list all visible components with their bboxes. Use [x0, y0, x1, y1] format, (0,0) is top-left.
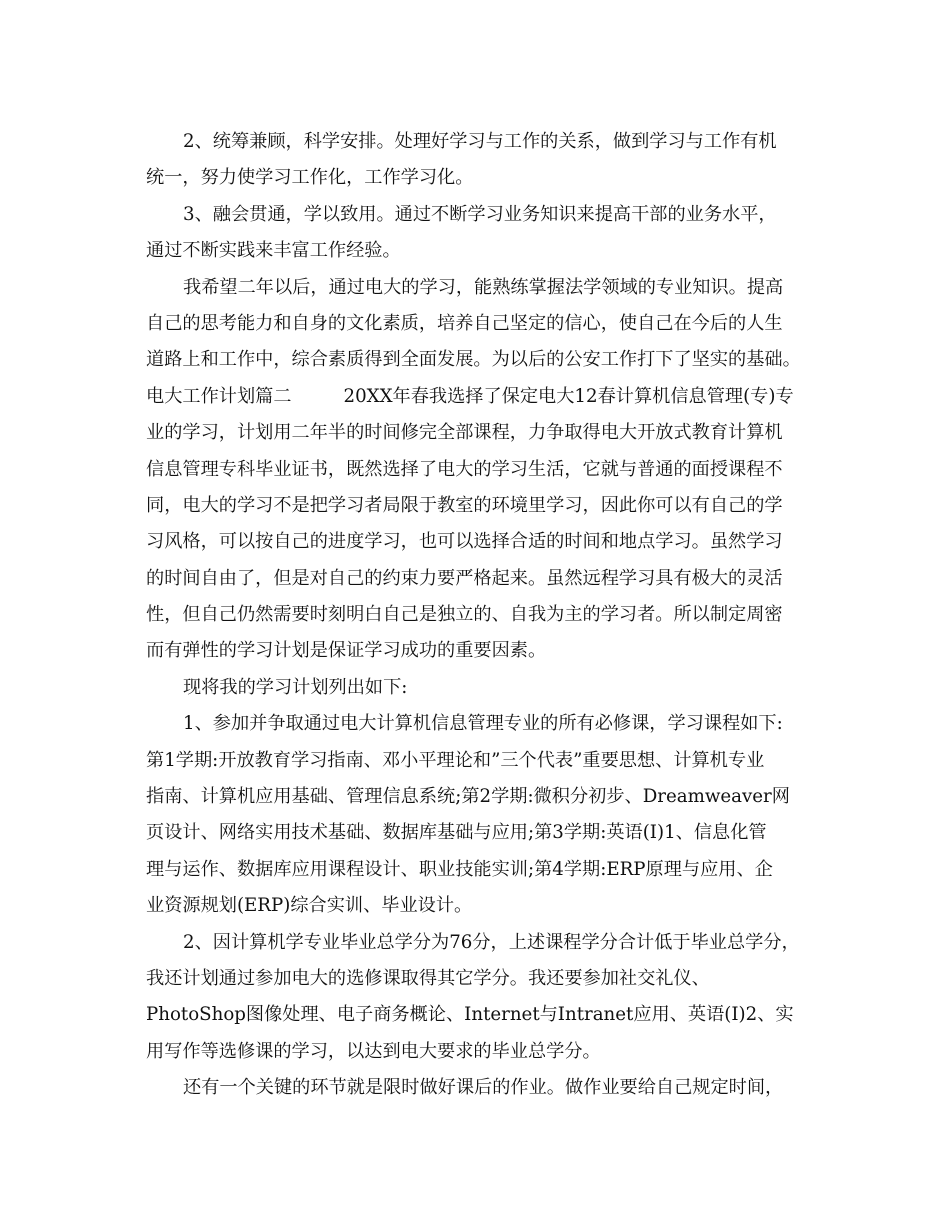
- section-title: 电大工作计划篇二: [146, 385, 292, 407]
- paragraph-line: 还有一个关键的环节就是限时做好课后的作业。做作业要给自己规定时间，: [183, 1077, 784, 1099]
- paragraph-line: 第1学期:开放教育学习指南、邓小平理论和”三个代表”重要思想、计算机专业: [146, 749, 765, 771]
- paragraph-line: 指南、计算机应用基础、管理信息系统;第2学期:微积分初步、Dreamweaver网: [146, 786, 790, 808]
- paragraph-line: 理与运作、数据库应用课程设计、职业技能实训;第4学期:ERP原理与应用、企: [146, 858, 773, 880]
- paragraph-line: 我希望二年以后，通过电大的学习，能熟练掌握法学领域的专业知识。提高: [183, 276, 784, 298]
- paragraph-line: 3、融会贯通，学以致用。通过不断学习业务知识来提高干部的业务水平，: [183, 203, 777, 225]
- paragraph-line: 2、统筹兼顾，科学安排。处理好学习与工作的关系，做到学习与工作有机: [183, 131, 777, 152]
- paragraph-line: PhotoShop图像处理、电子商务概论、Internet与Intranet应用、英语(I)2、实: [146, 1004, 794, 1026]
- paragraph-start: 20XX年春我选择了保定电大12春计算机信息管理(专)专: [343, 385, 794, 407]
- paragraph-line: 2、因计算机学专业毕业总学分为76分，上述课程学分合计低于毕业总学分，: [183, 931, 800, 953]
- paragraph-line: 而有弹性的学习计划是保证学习成功的重要因素。: [146, 640, 547, 662]
- paragraph-line: 道路上和工作中，综合素质得到全面发展。为以后的公安工作打下了坚实的基础。: [146, 349, 801, 371]
- paragraph-line: 自己的思考能力和自身的文化素质，培养自己坚定的信心，使自己在今后的人生: [146, 312, 783, 334]
- section-title-line: [146, 379, 816, 415]
- paragraph-line: 我还计划通过参加电大的选修课取得其它学分。我还要参加社交礼仪、: [146, 967, 710, 989]
- paragraph-line: 性，但自己仍然需要时刻明白自己是独立的、自我为主的学习者。所以制定周密: [146, 604, 783, 626]
- paragraph-line: 1、参加并争取通过电大计算机信息管理专业的所有必修课，学习课程如下:: [183, 713, 783, 735]
- paragraph-line: 的时间自由了，但是对自己的约束力要严格起来。虽然远程学习具有极大的灵活: [146, 567, 783, 589]
- paragraph-line: 现将我的学习计划列出如下:: [183, 676, 408, 698]
- paragraph-line: 通过不断实践来丰富工作经验。: [146, 240, 401, 262]
- paragraph-line: 页设计、网络实用技术基础、数据库基础与应用;第3学期:英语(I)1、信息化管: [146, 822, 767, 844]
- paragraph-line: 业的学习，计划用二年半的时间修完全部课程，力争取得电大开放式教育计算机: [146, 422, 783, 444]
- paragraph-line: 同，电大的学习不是把学习者局限于教室的环境里学习，因此你可以有自己的学: [146, 494, 783, 516]
- paragraph-line: 信息管理专科毕业证书，既然选择了电大的学习生活，它就与普通的面授课程不: [146, 458, 783, 480]
- paragraph-line: 习风格，可以按自己的进度学习，也可以选择合适的时间和地点学习。虽然学习: [146, 531, 783, 553]
- document-body: [146, 124, 816, 1107]
- paragraph-line: 业资源规划(ERP)综合实训、毕业设计。: [146, 895, 473, 917]
- paragraph-line: 统一，努力使学习工作化，工作学习化。: [146, 167, 474, 189]
- paragraph-line: 用写作等选修课的学习，以达到电大要求的毕业总学分。: [146, 1040, 601, 1062]
